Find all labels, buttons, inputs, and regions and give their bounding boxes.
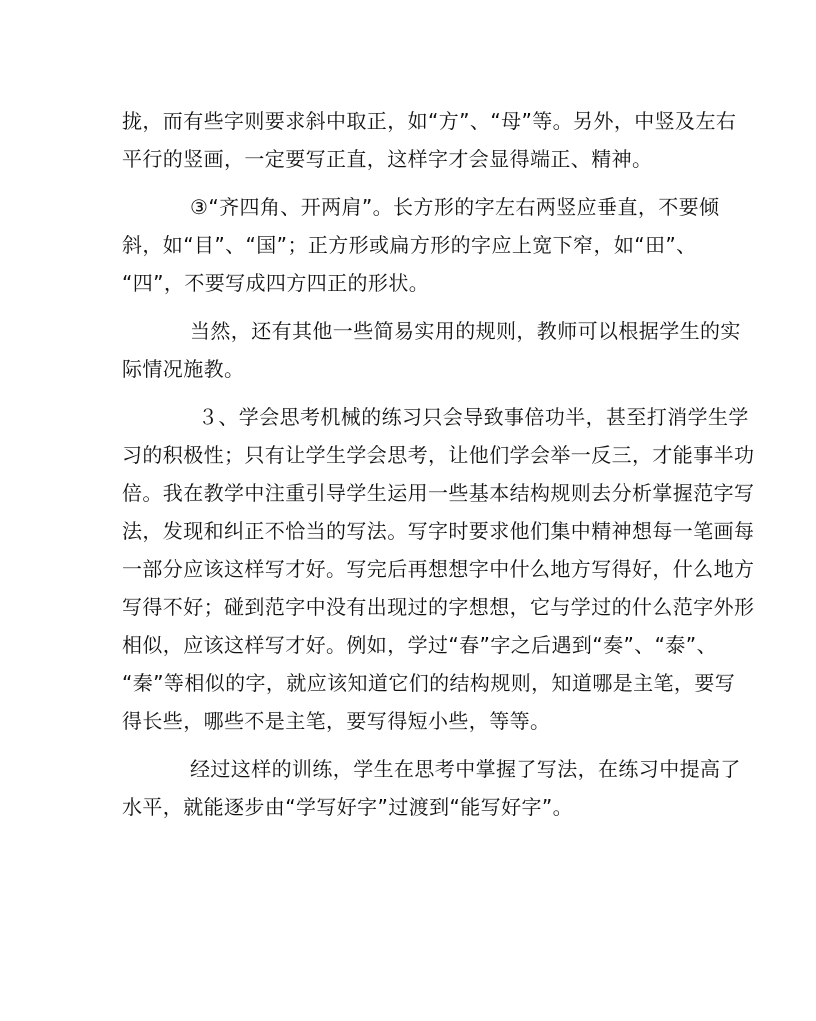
text-line: 当然，还有其他一些简易实用的规则，教师可以根据学生的实 bbox=[190, 319, 741, 343]
text-line: 法，发现和纠正不恰当的写法。写字时要求他们集中精神想每一笔画每 bbox=[122, 519, 755, 543]
text-line: 倍。我在教学中注重引导学生运用一些基本结构规则去分析掌握范字写 bbox=[122, 481, 755, 505]
text-line: 一部分应该这样写才好。写完后再想想字中什么地方写得好，什么地方 bbox=[122, 557, 755, 581]
text-line: 相似，应该这样写才好。例如，学过“春”字之后遇到“奏”、“泰”、 bbox=[122, 633, 717, 657]
text-line: 写得不好；碰到范字中没有出现过的字想想，它与学过的什么范字外形 bbox=[122, 595, 755, 619]
text-line: 水平，就能逐步由“学写好字”过渡到“能写好字”。 bbox=[122, 795, 574, 819]
text-line: “秦”等相似的字，就应该知道它们的结构规则，知道哪是主笔，要写 bbox=[122, 671, 736, 695]
text-line: 习的积极性；只有让学生学会思考，让他们学会举一反三，才能事半功 bbox=[122, 443, 755, 467]
text-line: ３、学会思考机械的练习只会导致事倍功半，甚至打消学生学 bbox=[198, 405, 749, 429]
text-line: 平行的竖画，一定要写正直，这样字才会显得端正、精神。 bbox=[122, 147, 653, 171]
text-line: 经过这样的训练，学生在思考中掌握了写法，在练习中提高了 bbox=[190, 757, 741, 781]
text-line: 得长些，哪些不是主笔，要写得短小些，等等。 bbox=[122, 709, 551, 733]
text-line: 拢，而有些字则要求斜中取正，如“方”、“母”等。另外，中竖及左右 bbox=[122, 109, 737, 133]
text-line: 斜，如“目”、“国”；正方形或扁方形的字应上宽下窄，如“田”、 bbox=[122, 233, 697, 257]
text-line: “四”，不要写成四方四正的形状。 bbox=[122, 271, 430, 295]
text-line: ③“齐四角、开两肩”。长方形的字左右两竖应垂直，不要倾 bbox=[190, 195, 720, 219]
text-line: 际情况施教。 bbox=[122, 357, 245, 381]
